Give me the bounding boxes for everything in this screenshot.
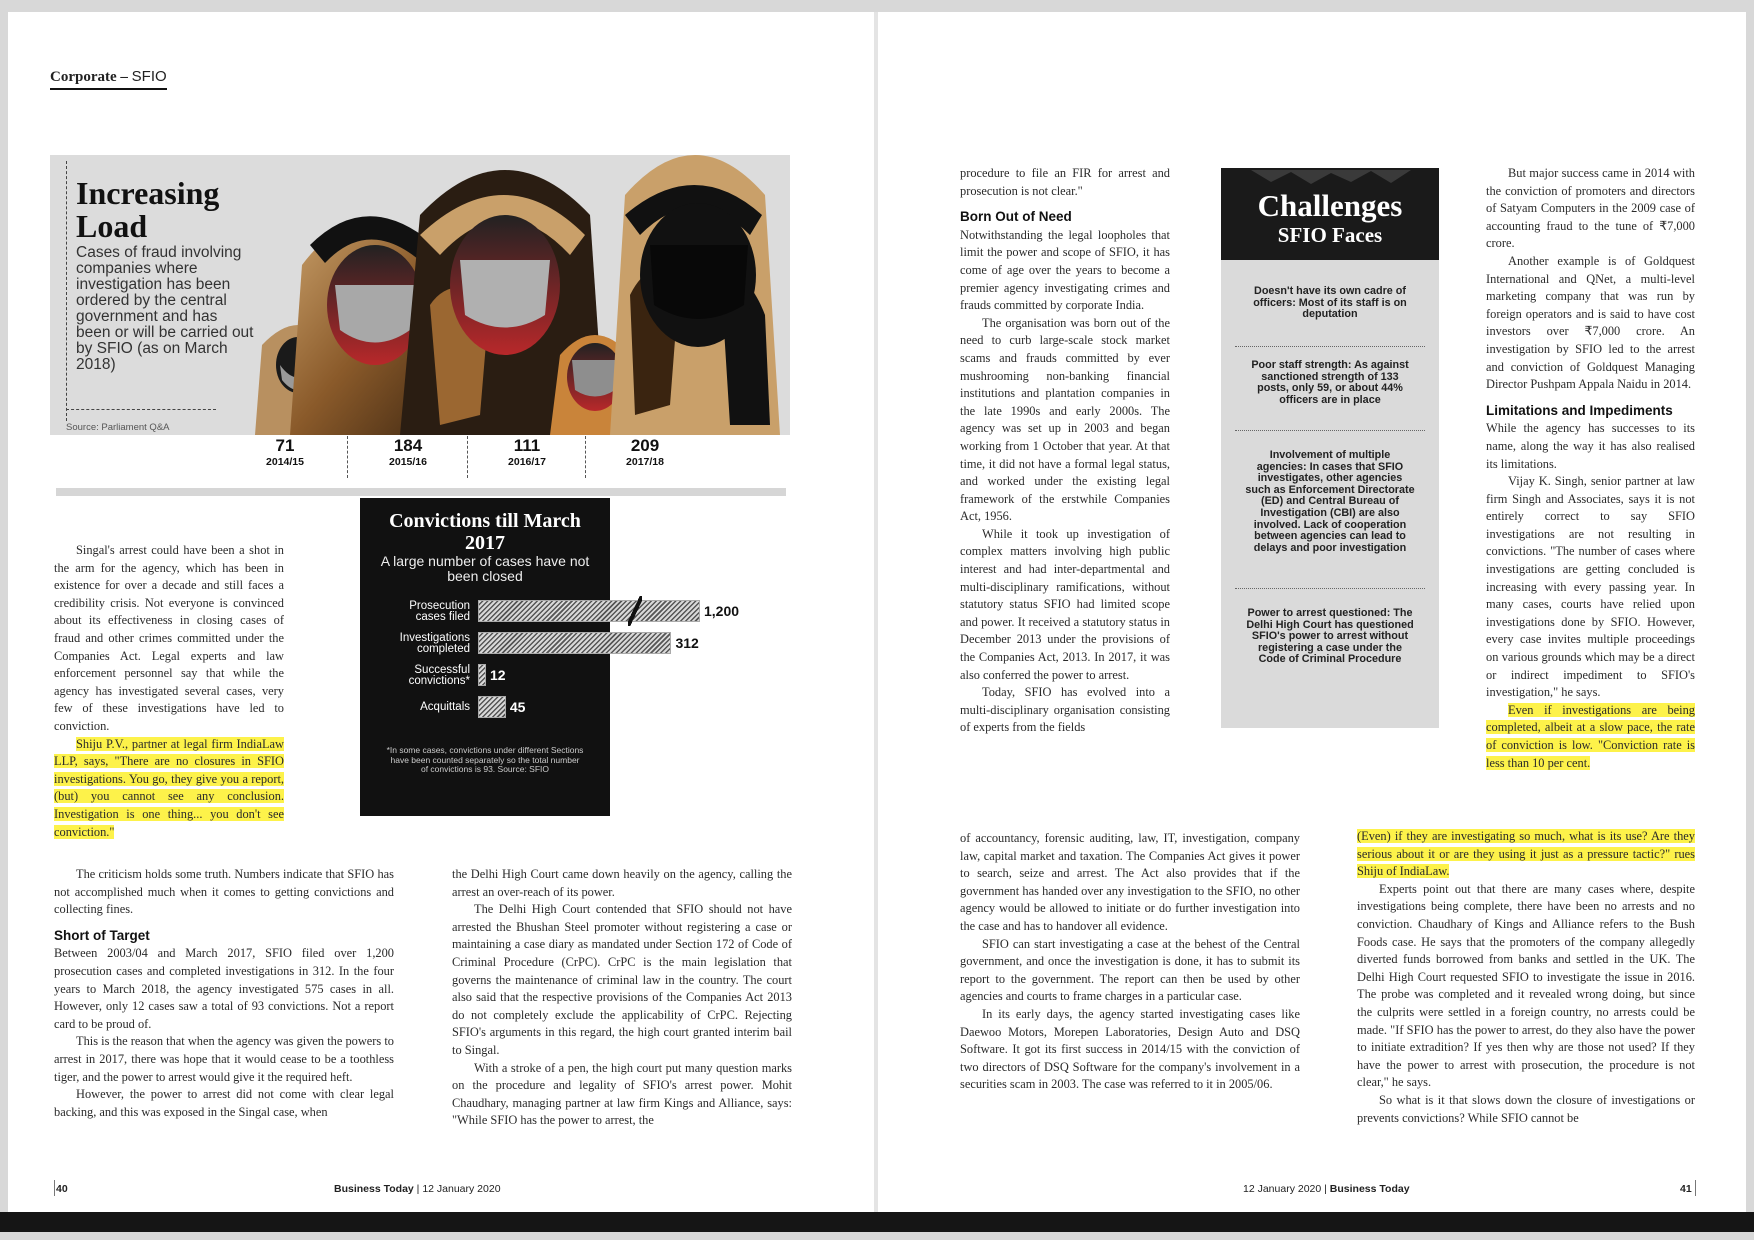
highlighted-quote: Shiju P.V., partner at legal firm IndiaLaw LLP, says, "There are no closures in SFIO investigations. You go, they give you a report, (but) you cannot see any conclusion. Investigation is one thing... you don't see conviction." [54,736,284,839]
stats-divider [347,436,348,478]
section-prefix: Corporate – [50,69,132,85]
bar-label: Acquittals [420,701,470,713]
left-col2 [452,866,792,1130]
bar-label: Prosecution cases filed [409,600,470,623]
challenge-item: Doesn't have its own cadre of officers: Most of its staff is on deputation [1253,285,1407,321]
heading-short-of-target: Short of Target [54,927,150,943]
challenges-title: Challenges [1257,188,1403,223]
paragraph: procedure to file an FIR for arrest and prosecution is not clear." [960,166,1170,198]
header-torn-edge [1251,170,1411,184]
footer-brand: Business Today [1329,1183,1410,1195]
section-topic: SFIO [131,68,167,85]
paragraph: The Delhi High Court contended that SFIO should not have arrested the Bhushan Steel promoter without registering a case or maintaining a case diary as mandated under Section 172 of Code of Criminal Procedure (CrPC). CrPC is the main legislation that governs the maintenance of criminal law in the country. The court also said that the respective provisions of the Companies Act 2013 do not completely exclude the applicability of CrPC. Rejecting SFIO's arguments in this regard, the high court granted interim bail to Singal. [452,902,792,1057]
infographic-base-band [56,488,786,496]
paragraph: While it took up investigation of complex matters involving high public interest and had inter-departmental and multi-disciplinary ramifications, without statutory status SFIO had limited scope and power. It received a statutory status in December 2013 under the provisions of the Companies Act, 2013. In 2017, it was also conferred the power to arrest. [960,526,1170,682]
infographic-source: Source: Parliament Q&A [66,422,170,433]
increasing-load-infographic [50,155,790,435]
convictions-bars [360,600,740,740]
stat-year: 2015/16 [389,456,427,468]
left-page-number [56,1183,68,1195]
stat-value: 111 [513,436,541,455]
left-col1-narrow [54,542,284,841]
infographic-title-line2: Load [76,208,148,244]
right-col1-narrow [960,165,1170,737]
paragraph: This is the reason that when the agency was given the powers to arrest in 2017, there was hope that it would cease to be a toothless tiger, and the power to arrest would give it the required heft. [54,1034,394,1084]
footer-brand: Business Today [334,1183,414,1195]
highlighted-quote: (Even) if they are investigating so much, what is its use? Are they serious about it or are they using it just as a pressure tactic?" rues Shiju of IndiaLaw. [1357,829,1695,879]
page-number: 40 [56,1183,68,1195]
bar-label: Investigations completed [399,632,470,655]
paragraph: Notwithstanding the legal loopholes that limit the power and scope of SFIO, it has come of age over the years to become a premier agency investigating crimes and frauds committed by corporate India. [960,227,1170,313]
paragraph: the Delhi High Court came down heavily on the agency, calling the arrest an over-reach of its power. [452,867,792,899]
infographic-dashed-rule-bottom [66,409,216,410]
paragraph: Another example is of Goldquest International and QNet, a multi-level marketing company that was run by foreign operators and is said to have cost investors over ₹7,000 crore. An investigation by SFIO led to the arrest and conviction of Goldquest Managing Director Pushpam Appala Naidu in 2014. [1486,253,1695,392]
bar-label: Successful convictions* [408,664,470,687]
stat-item [230,436,340,468]
page-spine [874,12,878,1212]
challenges-header [1221,168,1439,260]
paragraph: In its early days, the agency started investigating cases like Daewoo Motors, Morepen Laboratories, Design Auto and DSQ Software. It got its first success in 2014/15 with the conviction of two directors of DSQ Software for the company's involvement in a securities scam in 2003. The case was referred to it in 2005/06. [960,1006,1300,1092]
bar-value-label: 1,200 [704,603,740,619]
bar [478,664,486,686]
heading-limitations: Limitations and Impediments [1486,402,1673,418]
footer-date: 12 January 2020 [1243,1183,1322,1195]
paragraph: With a stroke of a pen, the high court put many question marks on the procedure and legality of SFIO's arrest power. Mohit Chaudhary, managing partner at law firm Kings and Alliance, says: "While SFIO has the power to arrest, the [452,1060,792,1128]
convictions-chart-box [360,498,740,816]
challenge-item: Involvement of multiple agencies: In cases that SFIO investigates, other agencies such as Enforcement Directorate (ED) and Central Bureau of Investigation (CBI) are also involved. Lack of cooperation between agencies can lead to delays and poor investigation [1245,449,1415,554]
left-footer-masthead: Business Today | 12 January 2020 [334,1183,501,1195]
paragraph: Today, SFIO has evolved into a multi-disciplinary organisation consisting of experts from the fields [960,685,1170,735]
stat-year: 2014/15 [266,456,304,468]
stat-year: 2016/17 [508,456,546,468]
right-col3-narrow [1486,165,1695,772]
convictions-title: Convictions till March 2017 [389,510,581,554]
paragraph: Experts point out that there are many cases where, despite investigations being complete, there have been no arrests and no conviction. Chaudhary of Kings and Alliance refers to the Bush Foods case. He says that the promoters of the company allegedly diverted funds borrowed from banks and settled in the UK. The Delhi High Court requested SFIO to investigate the issue in 2016. The probe was completed and it revealed wrong doing, but since the culprits were settled in a foreign country, no arrests could be made. "If SFIO has the power to arrest, do they also have the power to initiate extradition? If yes then why are those not used? If they have the power to arrest with prosecution, the procedure is not clear," he says. [1357,881,1695,1090]
bar [478,632,671,654]
paragraph: So what is it that slows down the closure of investigations or prevents convictions? While SFIO cannot be [1357,1092,1695,1125]
infographic-title [76,177,219,243]
challenges-sidebar [1221,168,1439,728]
paragraph: Vijay K. Singh, senior partner at law firm Singh and Associates, says it is not entirely correct to say SFIO investigations are not resulting in convictions. "The number of cases where investigations are getting concluded is increasing with every passing year. In many cases, courts have relied upon investigations done by SFIO. However, every case invites multiple proceedings on various grounds which may be a direct or indirect impediment to SFIO's investigation," he says. [1486,474,1695,700]
paragraph: The criticism holds some truth. Numbers indicate that SFIO has not accomplished much when it comes to getting convictions and collecting fines. [54,867,394,917]
right-col1-wide [960,830,1300,1094]
challenge-item: Poor staff strength: As against sanctioned strength of 133 posts, only 59, or about 44% officers are in place [1251,359,1409,406]
bar-value-label: 312 [675,635,699,651]
paragraph: of accountancy, forensic auditing, law, IT, investigation, company law, capital market and taxation. The Companies Act gives it power to search, seize and arrest. The Act also provides that if the government has handed over any investigation to the SFIO, no other agency would be allowed to initiate or do further investigation into the case and has to handover all evidence. [960,831,1300,933]
challenges-subtitle: SFIO Faces [1277,223,1383,247]
bar [478,696,506,718]
footer-rule [1695,1180,1696,1196]
right-footer-masthead: 12 January 2020 | Business Today [1243,1183,1410,1195]
challenge-separator [1235,346,1425,347]
footer-rule [54,1180,55,1196]
left-col1-wide [54,866,394,1121]
stat-year: 2017/18 [626,456,664,468]
right-page-number [1680,1183,1692,1195]
page-number: 41 [1680,1183,1692,1195]
paragraph: The organisation was born out of the need to curb large-scale stock market scams and frauds committed by ever mushrooming non-banking financial institutions and plantation companies in the late 1990s and early 2000s. The agency was set up in 2003 and began working from 1 October that year. At that time, it did not have a formal legal status, and worked under the existing legal framework of the erstwhile Companies Act, 1956. [960,315,1170,524]
convictions-subtitle: A large number of cases have not been closed [380,553,590,584]
challenge-item: Power to arrest questioned: The Delhi High Court has questioned SFIO's power to arrest without registering a case under the Code of Criminal Procedure [1246,607,1414,666]
heading-born-out-of-need: Born Out of Need [960,209,1072,225]
stat-value: 184 [393,436,423,455]
challenge-separator [1235,588,1425,589]
paragraph: Between 2003/04 and March 2017, SFIO filed over 1,200 prosecution cases and completed investigations in 312. In the four years to March 2018, the agency investigated 575 cases in all. However, only 12 cases saw a total of 93 convictions. Not a report card to be proud of. [54,946,394,1031]
yearly-stats-row [230,436,730,478]
section-label [50,68,167,90]
challenge-separator [1235,430,1425,431]
stats-divider [585,436,586,478]
stat-item [590,436,700,468]
bar-value-label: 45 [509,699,526,715]
paragraph: SFIO can start investigating a case at the behest of the Central government, and once the investigation is done, it has to submit its report to the government. The report can then be used by other agencies and courts to frame charges in a particular case. [960,936,1300,1004]
convictions-footnote: *In some cases, convictions under different Sections have been counted separately so the total number of convictions is 93. Source: SFIO [386,745,584,774]
stat-item [472,436,582,468]
scan-bottom-band [0,1212,1754,1232]
infographic-title-line1: Increasing [76,175,220,211]
stat-item [353,436,463,468]
axis-break-mark [628,596,642,626]
bar-value-label: 12 [490,667,506,683]
right-col3-wide [1357,828,1695,1127]
hooded-figures-illustration [250,155,790,435]
paragraph: But major success came in 2014 with the conviction of promoters and directors of Satyam Computers in the 2009 case of accounting fraud to the tune of ₹7,000 crore. [1486,166,1695,251]
stat-value: 71 [275,436,295,455]
bar [478,600,700,622]
paragraph: However, the power to arrest did not come with clear legal backing, and this was exposed in the Singal case, when [54,1087,394,1119]
infographic-dashed-rule [66,161,69,421]
paragraph: While the agency has successes to its name, along the way it has also realised its limitations. [1486,421,1695,471]
paragraph: Singal's arrest could have been a shot in the arm for the agency, which has been in existence for over a decade and still faces a credibility crisis. Not everyone is convinced about its effectiveness in closing cases of fraud and other crimes committed under the Companies Act. Legal experts and law enforcement personnel say that while the agency has investigated several cases, very few of these investigations have led to conviction. [54,543,284,733]
stats-divider [467,436,468,478]
stat-value: 209 [630,436,660,455]
highlighted-quote: Even if investigations are being completed, albeit at a slow pace, the rate of conviction is low. "Conviction rate is less than 10 per cent. [1486,702,1695,770]
infographic-subtitle: Cases of fraud involving companies where investigation has been ordered by the central government and has been or will be carried out by SFIO (as on March 2018) [76,244,254,373]
footer-date: 12 January 2020 [422,1183,501,1195]
